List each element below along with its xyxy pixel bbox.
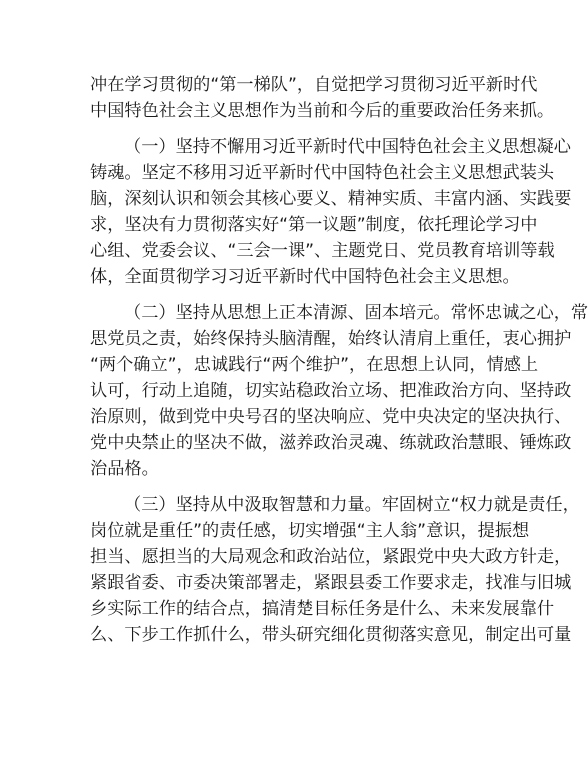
text-line: 思党员之责，始终保持头脑清醒，始终认清肩上重任，衷心拥护 xyxy=(90,329,572,349)
text-line: 中国特色社会主义思想作为当前和今后的重要政治任务来抓。 xyxy=(90,101,555,121)
text-line: 治品格。 xyxy=(90,459,159,479)
paragraph-gap xyxy=(90,290,500,300)
text-line: 铸魂。坚定不移用习近平新时代中国特色社会主义思想武装头 xyxy=(90,163,555,183)
text-line: 认可，行动上追随，切实站稳政治立场、把准政治方向、坚持政 xyxy=(90,381,572,401)
text-line: 体，全面贯彻学习习近平新时代中国特色社会主义思想。 xyxy=(90,267,520,287)
paragraph-gap xyxy=(90,482,500,492)
text-line: 求，坚决有力贯彻落实好“第一议题”制度，依托理论学习中 xyxy=(90,215,538,235)
text-line: 心组、党委会议、“三会一课”、主题党日、党员教育培训等载 xyxy=(90,241,555,261)
text-line-first: （三）坚持从中汲取智慧和力量。牢固树立“权力就是责任， xyxy=(124,495,580,515)
paragraph-gap xyxy=(90,124,500,134)
text-line: 乡实际工作的结合点，搞清楚目标任务是什么、未来发展靠什 xyxy=(90,599,555,619)
text-line: 脑，深刻认识和领会其核心要义、精神实质、丰富内涵、实践要 xyxy=(90,189,572,209)
text-line: 岗位就是重任”的责任感，切实增强“主人翁”意识，提振想 xyxy=(90,521,530,541)
text-line: 么、下步工作抓什么，带头研究细化贯彻落实意见，制定出可量 xyxy=(90,625,572,645)
document-body xyxy=(90,72,588,648)
text-line: 紧跟省委、市委决策部署走，紧跟县委工作要求走，找准与旧城 xyxy=(90,573,572,593)
text-line: 党中央禁止的坚决不做，滋养政治灵魂、练就政治慧眼、锤炼政 xyxy=(90,433,572,453)
text-line: “两个确立”，忠诚践行“两个维护”，在思想上认同，情感上 xyxy=(90,355,539,375)
text-line: 担当、愿担当的大局观念和政治站位，紧跟党中央大政方针走， xyxy=(90,547,572,567)
text-line-first: （一）坚持不懈用习近平新时代中国特色社会主义思想凝心 xyxy=(124,137,571,157)
text-line: 冲在学习贯彻的“第一梯队”，自觉把学习贯彻习近平新时代 xyxy=(90,75,538,95)
text-line-first: （二）坚持从思想上正本清源、固本培元。常怀忠诚之心，常 xyxy=(124,303,588,323)
text-line: 治原则，做到党中央号召的坚决响应、党中央决定的坚决执行、 xyxy=(90,407,572,427)
